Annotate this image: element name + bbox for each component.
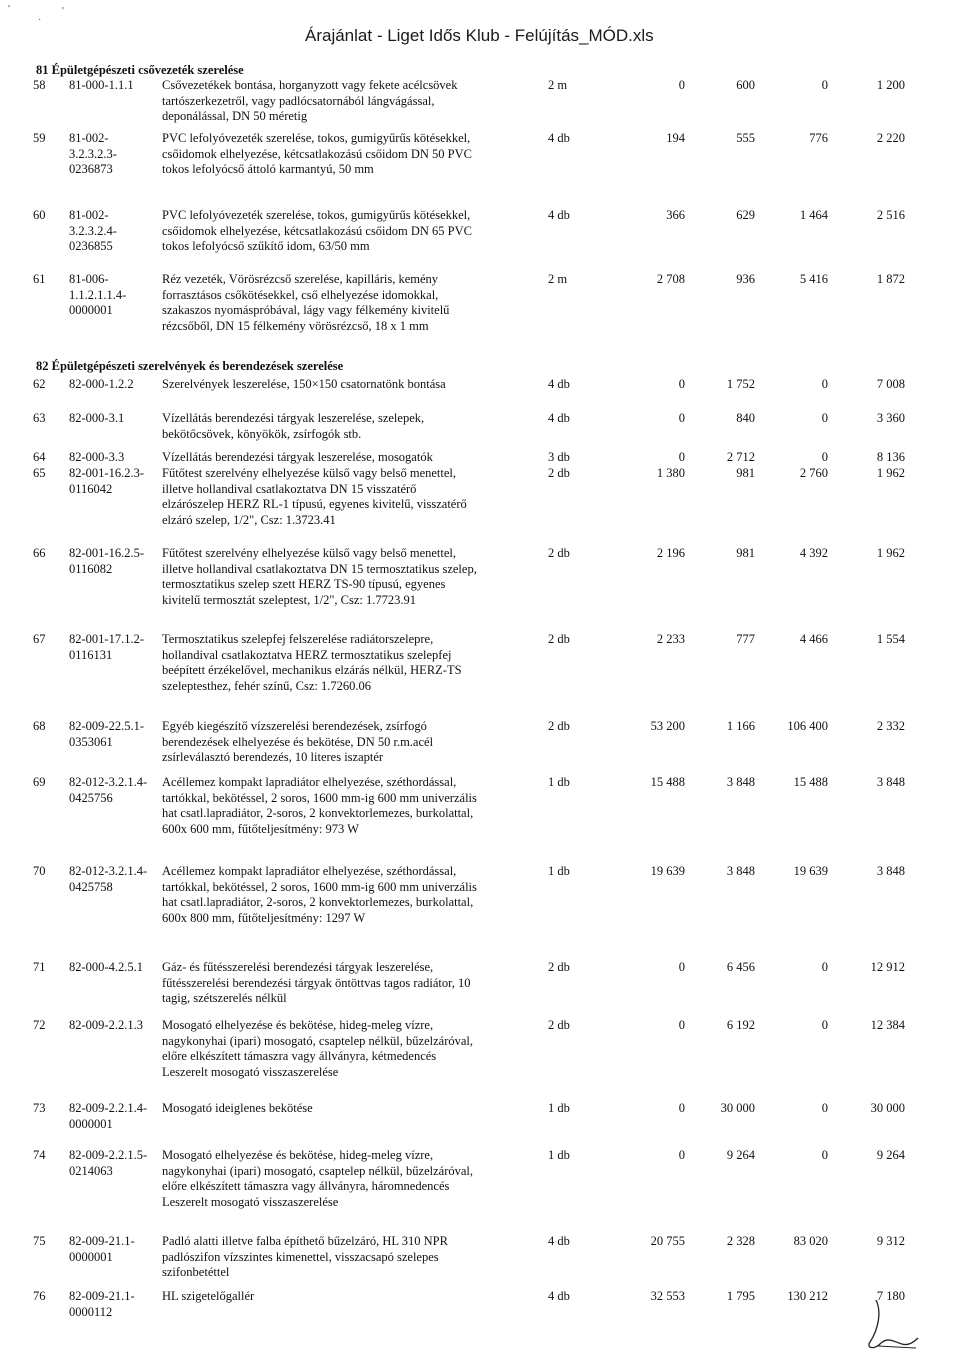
material-total: 1 464 bbox=[799, 208, 828, 222]
item-code: 82-000-4.2.5.1 bbox=[69, 960, 143, 974]
description-line: HL szigetelőgallér bbox=[162, 1289, 255, 1303]
description-line: szeleptesthez, fehér színű, Csz: 1.7260.06 bbox=[162, 678, 371, 693]
item-description bbox=[162, 466, 512, 528]
material-total: 15 488 bbox=[793, 775, 828, 789]
labor-total: 9 264 bbox=[876, 1148, 905, 1162]
quantity: 2 db bbox=[548, 960, 570, 974]
description-line: Mosogató elhelyezése és bekötése, hideg-meleg vízre, bbox=[162, 1018, 434, 1032]
row-number: 74 bbox=[33, 1148, 46, 1162]
material-total: 0 bbox=[821, 377, 828, 391]
description-line: tagig, szétszerelés nélkül bbox=[162, 991, 287, 1006]
item-description bbox=[162, 1148, 512, 1210]
description-line: beépített érzékelővel, mechanikus elzárás nélkül, HERZ-TS bbox=[162, 663, 462, 678]
labor-total: 9 312 bbox=[876, 1234, 905, 1248]
description-line: Szerelvények leszerelése, 150×150 csatornatönk bontása bbox=[162, 377, 446, 391]
unit-material-price: 194 bbox=[666, 131, 685, 145]
quantity: 1 db bbox=[548, 1148, 570, 1162]
material-total: 0 bbox=[821, 78, 828, 92]
quantity: 2 db bbox=[548, 546, 570, 560]
material-total: 19 639 bbox=[793, 864, 828, 878]
description-line: szifonbetéttel bbox=[162, 1265, 230, 1280]
quantity: 4 db bbox=[548, 1234, 570, 1248]
material-total: 4 466 bbox=[799, 632, 828, 646]
description-line: Leszerelt mosogató visszaszerelése bbox=[162, 1194, 339, 1209]
description-line: termosztatikus szelep szett HERZ TS-90 típusú, egyenes bbox=[162, 577, 446, 592]
row-number: 60 bbox=[33, 208, 46, 222]
quantity: 2 db bbox=[548, 466, 570, 480]
unit-material-price: 2 233 bbox=[656, 632, 685, 646]
description-line: Gáz- és fűtésszerelési berendezési tárgyak leszerelése, bbox=[162, 960, 434, 974]
row-number: 66 bbox=[33, 546, 46, 560]
unit-material-price: 0 bbox=[678, 377, 685, 391]
section-heading: 81 Épületgépészeti csővezeték szerelése bbox=[36, 63, 244, 77]
labor-total: 3 848 bbox=[876, 775, 905, 789]
quantity: 2 db bbox=[548, 1018, 570, 1032]
unit-material-price: 0 bbox=[678, 1148, 685, 1162]
description-line: Csővezetékek bontása, horganyzott vagy fekete acélcsövek bbox=[162, 78, 458, 92]
corner-mark: · bbox=[38, 14, 42, 25]
item-code: 82-001-17.1.2- 0116131 bbox=[69, 632, 144, 662]
item-code: 82-000-1.2.2 bbox=[69, 377, 134, 391]
item-code: 82-001-16.2.3- 0116042 bbox=[69, 466, 144, 496]
section-heading: 82 Épületgépészeti szerelvények és berendezések szerelése bbox=[36, 359, 344, 373]
description-line: Leszerelt mosogató visszaszerelése bbox=[162, 1064, 339, 1079]
description-line: Padló alatti illetve falba építhető bűzelzáró, HL 310 NPR bbox=[162, 1234, 448, 1248]
quantity: 4 db bbox=[548, 131, 570, 145]
material-total: 0 bbox=[821, 960, 828, 974]
labor-total: 1 554 bbox=[876, 632, 905, 646]
item-code: 82-001-16.2.5- 0116082 bbox=[69, 546, 144, 576]
description-line: 600x 600 mm, fűtőteljesítmény: 973 W bbox=[162, 821, 359, 836]
unit-material-price: 19 639 bbox=[650, 864, 685, 878]
item-description bbox=[162, 960, 512, 1007]
description-line: Mosogató ideiglenes bekötése bbox=[162, 1101, 313, 1115]
unit-labor-price: 981 bbox=[736, 546, 755, 560]
item-description bbox=[162, 411, 512, 442]
item-code: 82-012-3.2.1.4- 0425758 bbox=[69, 864, 148, 894]
labor-total: 1 962 bbox=[876, 466, 905, 480]
unit-labor-price: 1 166 bbox=[726, 719, 755, 733]
unit-material-price: 53 200 bbox=[650, 719, 685, 733]
description-line: Egyéb kiegészítő vízszerelési berendezések, zsírfogó bbox=[162, 719, 427, 733]
material-total: 0 bbox=[821, 1018, 828, 1032]
quantity: 1 db bbox=[548, 864, 570, 878]
unit-labor-price: 3 848 bbox=[726, 775, 755, 789]
labor-total: 30 000 bbox=[870, 1101, 905, 1115]
item-description bbox=[162, 864, 512, 926]
description-line: rézcsőből, DN 15 félkemény vörösrézcső, 18 x 1 mm bbox=[162, 318, 429, 333]
quantity: 3 db bbox=[548, 450, 570, 464]
labor-total: 8 136 bbox=[876, 450, 905, 464]
quantity: 2 m bbox=[548, 272, 568, 286]
quantity: 1 db bbox=[548, 1101, 570, 1115]
description-line: nagykonyhai (ipari) mosogató, csaptelep nélkül, bűzelzáróval, bbox=[162, 1163, 474, 1178]
description-line: Vízellátás berendezési tárgyak leszerelése, szelepek, bbox=[162, 411, 425, 425]
labor-total: 7 008 bbox=[876, 377, 905, 391]
unit-labor-price: 600 bbox=[736, 78, 755, 92]
item-description bbox=[162, 1101, 512, 1117]
material-total: 0 bbox=[821, 450, 828, 464]
description-line: csőidomok elhelyezése, kétcsatlakozású csőidom DN 50 PVC bbox=[162, 146, 472, 161]
description-line: tokos lefolyócső szűkítő idom, 63/50 mm bbox=[162, 239, 370, 254]
unit-labor-price: 936 bbox=[736, 272, 755, 286]
description-line: 600x 800 mm, fűtőteljesítmény: 1297 W bbox=[162, 910, 366, 925]
labor-total: 2 220 bbox=[876, 131, 905, 145]
description-line: elzárószelep HERZ RL-1 típusú, egyenes kivitelű, visszatérő bbox=[162, 497, 467, 512]
row-number: 62 bbox=[33, 377, 46, 391]
item-code: 81-002- 3.2.3.2.3- 0236873 bbox=[69, 131, 117, 177]
row-number: 73 bbox=[33, 1101, 46, 1115]
description-line: előre elkészített támaszra vagy állványra, háromnedencés bbox=[162, 1179, 450, 1194]
material-total: 83 020 bbox=[793, 1234, 828, 1248]
description-line: tokos lefolyócső áttoló karmantyú, 50 mm bbox=[162, 162, 374, 177]
description-line: Termosztatikus szelepfej felszerelése radiátorszelepre, bbox=[162, 632, 434, 646]
unit-material-price: 0 bbox=[678, 78, 685, 92]
item-description bbox=[162, 719, 512, 766]
labor-total: 1 872 bbox=[876, 272, 905, 286]
description-line: előre elkészített támaszra vagy állványra, kétmedencés bbox=[162, 1049, 437, 1064]
labor-total: 3 360 bbox=[876, 411, 905, 425]
item-code: 81-000-1.1.1 bbox=[69, 78, 134, 92]
description-line: Fűtőtest szerelvény elhelyezése külső vagy belső menettel, bbox=[162, 466, 457, 480]
description-line: tartókkal, bekötéssel, 2 soros, 1600 mm-ig 600 mm univerzális bbox=[162, 879, 477, 894]
unit-material-price: 2 708 bbox=[656, 272, 685, 286]
corner-mark: ' bbox=[8, 4, 10, 15]
item-description bbox=[162, 208, 512, 255]
item-description bbox=[162, 377, 512, 393]
quantity: 4 db bbox=[548, 377, 570, 391]
unit-labor-price: 2 712 bbox=[726, 450, 755, 464]
description-line: elzáró szelep, 1/2", Csz: 1.3723.41 bbox=[162, 512, 336, 527]
item-code: 82-009-21.1- 0000112 bbox=[69, 1289, 135, 1319]
unit-material-price: 15 488 bbox=[650, 775, 685, 789]
unit-labor-price: 30 000 bbox=[720, 1101, 755, 1115]
description-line: tartószerkezetről, vagy padlócsatornából lángvágással, bbox=[162, 93, 435, 108]
description-line: PVC lefolyóvezeték szerelése, tokos, gumigyűrűs kötésekkel, bbox=[162, 131, 471, 145]
description-line: Acéllemez kompakt lapradiátor elhelyezése, széthordással, bbox=[162, 775, 457, 789]
row-number: 69 bbox=[33, 775, 46, 789]
unit-labor-price: 9 264 bbox=[726, 1148, 755, 1162]
row-number: 76 bbox=[33, 1289, 46, 1303]
description-line: berendezések elhelyezése és bekötése, DN 50 r.m.acél bbox=[162, 734, 434, 749]
description-line: Acéllemez kompakt lapradiátor elhelyezése, széthordással, bbox=[162, 864, 457, 878]
row-number: 68 bbox=[33, 719, 46, 733]
description-line: Réz vezeték, Vörösrézcső szerelése, kapilláris, kemény bbox=[162, 272, 439, 286]
description-line: szakaszos nyomáspróbával, lágy vagy félkemény kivitelű bbox=[162, 303, 450, 318]
item-description bbox=[162, 546, 512, 608]
row-number: 64 bbox=[33, 450, 46, 464]
unit-material-price: 366 bbox=[666, 208, 685, 222]
quantity: 2 db bbox=[548, 719, 570, 733]
material-total: 5 416 bbox=[799, 272, 828, 286]
quantity: 2 db bbox=[548, 632, 570, 646]
item-code: 81-006- 1.1.2.1.1.4- 0000001 bbox=[69, 272, 127, 318]
labor-total: 12 384 bbox=[870, 1018, 905, 1032]
description-line: fűtésszerelési berendezési tárgyak öntöttvas tagos radiátor, 10 bbox=[162, 975, 471, 990]
unit-labor-price: 629 bbox=[736, 208, 755, 222]
description-line: hollandival csatlakoztatva HERZ termosztatikus szelepfej bbox=[162, 647, 452, 662]
unit-labor-price: 555 bbox=[736, 131, 755, 145]
description-line: kivitelű termosztát szeleptest, 1/2", Csz: 1.7723.91 bbox=[162, 592, 417, 607]
item-description bbox=[162, 131, 512, 178]
row-number: 75 bbox=[33, 1234, 46, 1248]
unit-material-price: 0 bbox=[678, 411, 685, 425]
item-description bbox=[162, 775, 512, 837]
description-line: zsírleválasztó berendezés, 10 literes iszaptér bbox=[162, 750, 384, 765]
document-title: Árajánlat - Liget Idős Klub - Felújítás_MÓD.xls bbox=[305, 26, 654, 45]
description-line: hat csatl.lapradiátor, 2-soros, 2 konvektorlemezes, burkolattal, bbox=[162, 895, 474, 910]
description-line: csőidomok elhelyezése, kétcsatlakozású csőidom DN 65 PVC bbox=[162, 223, 472, 238]
item-code: 82-009-2.2.1.4- 0000001 bbox=[69, 1101, 148, 1131]
description-line: forrasztásos csőkötésekkel, cső elhelyezése idomokkal, bbox=[162, 287, 439, 302]
item-code: 82-012-3.2.1.4- 0425756 bbox=[69, 775, 148, 805]
unit-labor-price: 981 bbox=[736, 466, 755, 480]
labor-total: 2 516 bbox=[876, 208, 905, 222]
description-line: padlószifon vízszintes kimenettel, visszacsapó szelepes bbox=[162, 1249, 439, 1264]
row-number: 63 bbox=[33, 411, 46, 425]
labor-total: 7 180 bbox=[876, 1289, 905, 1303]
handwritten-signature bbox=[858, 1292, 928, 1352]
item-code: 82-000-3.1 bbox=[69, 411, 125, 425]
quantity: 4 db bbox=[548, 411, 570, 425]
labor-total: 2 332 bbox=[876, 719, 905, 733]
corner-mark: ' bbox=[62, 6, 64, 17]
unit-labor-price: 6 192 bbox=[726, 1018, 755, 1032]
item-code: 82-009-2.2.1.5- 0214063 bbox=[69, 1148, 148, 1178]
unit-labor-price: 3 848 bbox=[726, 864, 755, 878]
labor-total: 1 200 bbox=[876, 78, 905, 92]
item-description bbox=[162, 450, 512, 466]
unit-material-price: 0 bbox=[678, 960, 685, 974]
unit-labor-price: 1 795 bbox=[726, 1289, 755, 1303]
row-number: 67 bbox=[33, 632, 46, 646]
material-total: 776 bbox=[809, 131, 828, 145]
row-number: 59 bbox=[33, 131, 46, 145]
unit-labor-price: 2 328 bbox=[726, 1234, 755, 1248]
quantity: 2 m bbox=[548, 78, 568, 92]
unit-labor-price: 777 bbox=[736, 632, 755, 646]
row-number: 71 bbox=[33, 960, 46, 974]
labor-total: 3 848 bbox=[876, 864, 905, 878]
item-description bbox=[162, 272, 512, 334]
item-code: 82-000-3.3 bbox=[69, 450, 125, 464]
description-line: PVC lefolyóvezeték szerelése, tokos, gumigyűrűs kötésekkel, bbox=[162, 208, 471, 222]
row-number: 70 bbox=[33, 864, 46, 878]
row-number: 72 bbox=[33, 1018, 46, 1032]
item-code: 81-002- 3.2.3.2.4- 0236855 bbox=[69, 208, 117, 254]
material-total: 0 bbox=[821, 1101, 828, 1115]
row-number: 61 bbox=[33, 272, 46, 286]
unit-material-price: 32 553 bbox=[650, 1289, 685, 1303]
unit-material-price: 20 755 bbox=[650, 1234, 685, 1248]
unit-material-price: 0 bbox=[678, 1101, 685, 1115]
item-description bbox=[162, 78, 512, 125]
description-line: Mosogató elhelyezése és bekötése, hideg-meleg vízre, bbox=[162, 1148, 434, 1162]
labor-total: 12 912 bbox=[870, 960, 905, 974]
item-description bbox=[162, 1234, 512, 1281]
description-line: deponálással, DN 50 méretig bbox=[162, 109, 308, 124]
row-number: 58 bbox=[33, 78, 46, 92]
quantity: 4 db bbox=[548, 1289, 570, 1303]
description-line: illetve hollandival csatlakoztatva DN 15 visszatérő bbox=[162, 481, 417, 496]
quantity: 4 db bbox=[548, 208, 570, 222]
quantity: 1 db bbox=[548, 775, 570, 789]
item-code: 82-009-2.2.1.3 bbox=[69, 1018, 143, 1032]
description-line: bekötőcsövek, könyökök, zsírfogók stb. bbox=[162, 426, 362, 441]
unit-labor-price: 840 bbox=[736, 411, 755, 425]
unit-labor-price: 6 456 bbox=[726, 960, 755, 974]
material-total: 4 392 bbox=[799, 546, 828, 560]
labor-total: 1 962 bbox=[876, 546, 905, 560]
unit-material-price: 2 196 bbox=[656, 546, 685, 560]
item-description bbox=[162, 1289, 512, 1305]
description-line: illetve hollandival csatlakoztatva DN 15 termosztatikus szelep, bbox=[162, 561, 477, 576]
description-line: hat csatl.lapradiátor, 2-soros, 2 konvektorlemezes, burkolattal, bbox=[162, 806, 474, 821]
material-total: 2 760 bbox=[799, 466, 828, 480]
item-code: 82-009-21.1- 0000001 bbox=[69, 1234, 135, 1264]
item-description bbox=[162, 632, 512, 694]
description-line: nagykonyhai (ipari) mosogató, csaptelep nélkül, bűzelzáróval, bbox=[162, 1033, 474, 1048]
description-line: Fűtőtest szerelvény elhelyezése külső vagy belső menettel, bbox=[162, 546, 457, 560]
unit-material-price: 0 bbox=[678, 1018, 685, 1032]
item-description bbox=[162, 1018, 512, 1080]
item-code: 82-009-22.5.1- 0353061 bbox=[69, 719, 144, 749]
unit-labor-price: 1 752 bbox=[726, 377, 755, 391]
description-line: tartókkal, bekötéssel, 2 soros, 1600 mm-ig 600 mm univerzális bbox=[162, 790, 477, 805]
description-line: Vízellátás berendezési tárgyak leszerelése, mosogatók bbox=[162, 450, 433, 464]
material-total: 0 bbox=[821, 1148, 828, 1162]
material-total: 130 212 bbox=[787, 1289, 828, 1303]
material-total: 0 bbox=[821, 411, 828, 425]
material-total: 106 400 bbox=[787, 719, 828, 733]
unit-material-price: 1 380 bbox=[656, 466, 685, 480]
unit-material-price: 0 bbox=[678, 450, 685, 464]
row-number: 65 bbox=[33, 466, 46, 480]
